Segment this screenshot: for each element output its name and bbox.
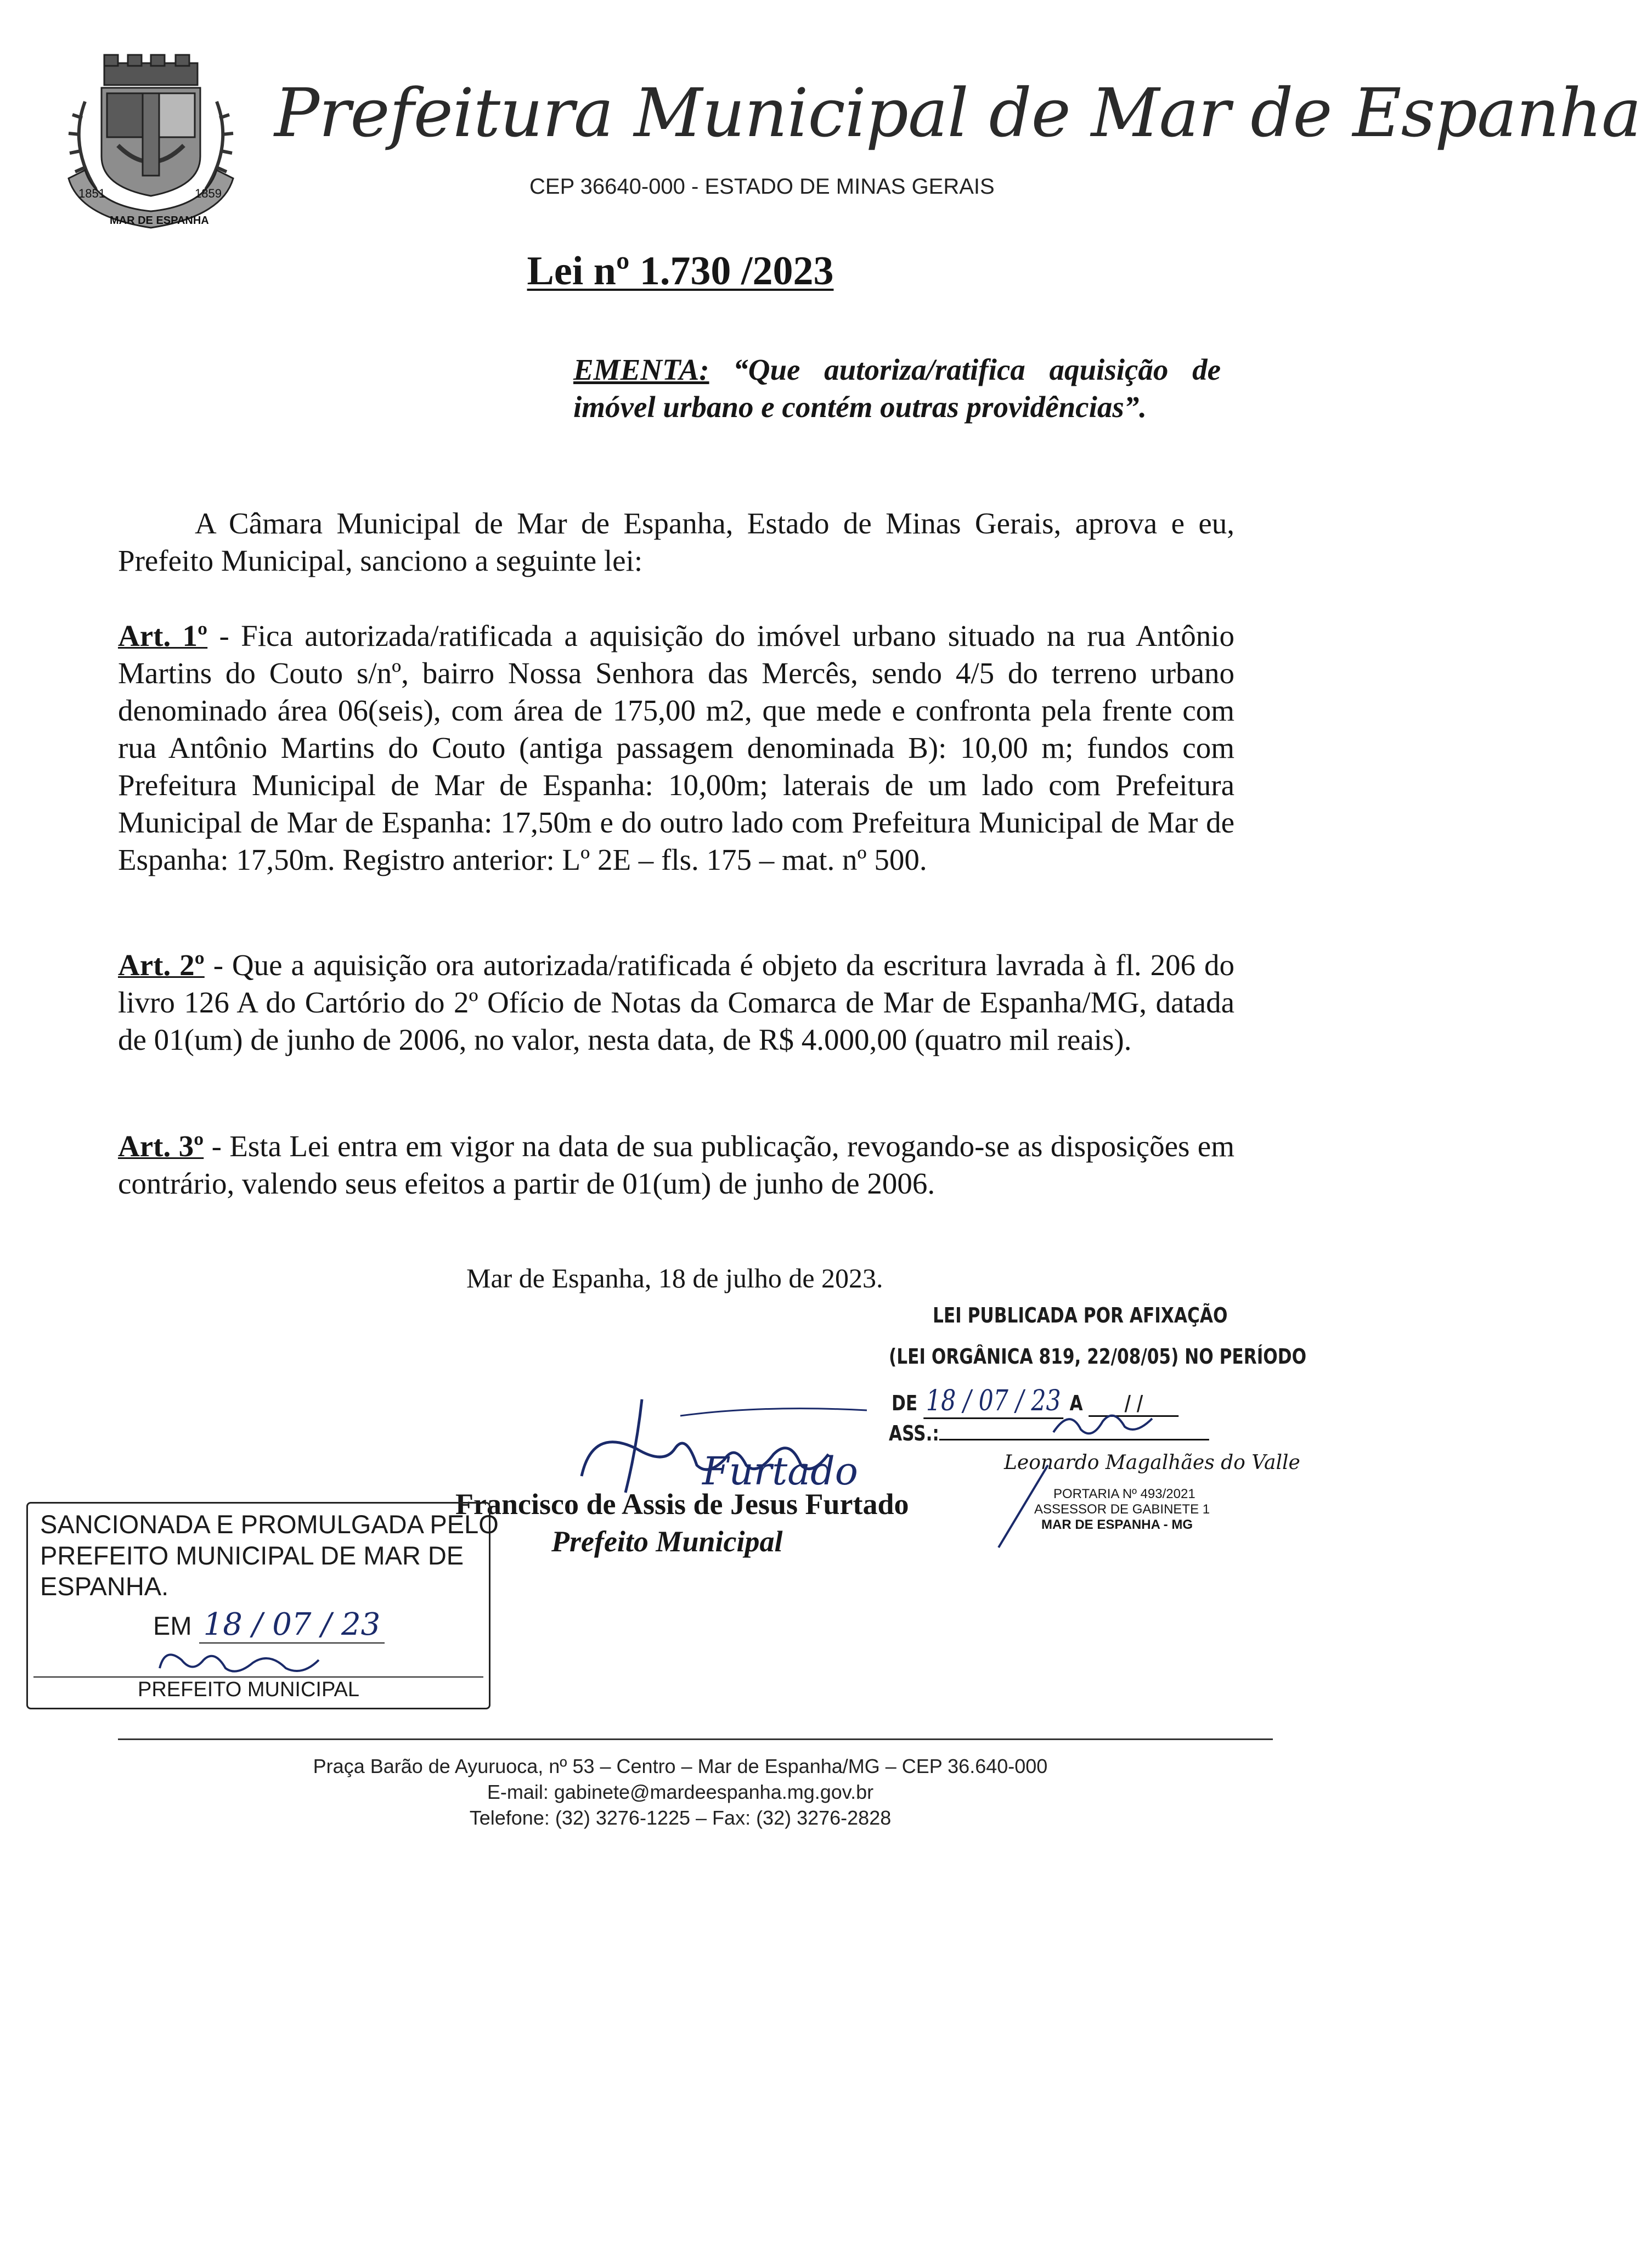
svg-text:1851: 1851 [78,187,105,200]
mayor-signature [571,1383,878,1504]
publication-stamp-portaria: PORTARIA Nº 493/2021 [1053,1487,1195,1501]
publication-stamp-line2: (LEI ORGÂNICA 819, 22/08/05) NO PERÍODO [889,1344,1307,1369]
svg-text:1859: 1859 [195,187,222,200]
period-prefix: DE [892,1391,918,1415]
article-3-text: - Esta Lei entra em vigor na data de sua publicação, revogando-se as disposições em contrário, valendo seus efeitos a partir de 01(um) de junho de 2006. [118,1129,1234,1200]
period-mid: A [1069,1391,1083,1415]
article-1-label: Art. 1º [118,619,208,652]
crest-crown [104,55,198,85]
footer-divider [118,1738,1273,1740]
header-subtitle: CEP 36640-000 - ESTADO DE MINAS GERAIS [529,175,995,199]
article-3 [118,1128,1234,1202]
sanction-stamp-line3: ESPANHA. [40,1572,169,1601]
crest-shield [101,88,200,196]
sanction-em-label: EM [153,1611,192,1640]
mayor-role: Prefeito Municipal [551,1525,783,1558]
footer-email: E-mail: gabinete@mardeespanha.mg.gov.br [487,1781,874,1803]
law-title-text: Lei nº 1.730 /2023 [527,249,834,294]
period-start-date: 18 / 07 / 23 [923,1385,1064,1419]
sanction-stamp-line1: SANCIONADA E PROMULGADA PELO [40,1510,499,1539]
sanction-stamp-line2: PREFEITO MUNICIPAL DE MAR DE [40,1541,464,1570]
sanction-stamp-date-row [153,1607,385,1642]
sanction-stamp-role: PREFEITO MUNICIPAL [138,1678,359,1701]
publication-stamp-signature-scribble [1048,1402,1158,1446]
publication-stamp-line1: LEI PUBLICADA POR AFIXAÇÃO [933,1303,1228,1327]
mayor-name: Francisco de Assis de Jesus Furtado [455,1488,909,1521]
article-3-label: Art. 3º [118,1129,204,1163]
publication-stamp-place: MAR DE ESPANHA - MG [1041,1517,1193,1532]
ementa-label: EMENTA: [573,353,709,386]
svg-text:MAR DE ESPANHA: MAR DE ESPANHA [110,215,209,227]
sanction-stamp-rule [33,1676,483,1678]
sanction-em-date: 18 / 07 / 23 [199,1607,385,1644]
ass-label: ASS.: [889,1421,939,1445]
intro-paragraph: A Câmara Municipal de Mar de Espanha, Estado de Minas Gerais, aprova e eu, Prefeito Municipal, sanciono a seguinte lei: [118,506,1234,577]
svg-text:Furtado: Furtado [702,1449,858,1494]
ementa [573,351,1221,426]
signing-date: Mar de Espanha, 18 de julho de 2023. [466,1263,883,1293]
article-2-label: Art. 2º [118,948,205,982]
municipality-title: Prefeitura Municipal de Mar de Espanha [274,74,1641,152]
ementa-text: “Que autoriza/ratifica aquisição de imóvel urbano e contém outras providências”. [573,353,1221,424]
footer-address: Praça Barão de Ayuruoca, nº 53 – Centro – Mar de Espanha/MG – CEP 36.640-000 [313,1755,1048,1777]
article-1 [118,617,1234,879]
article-2-text: - Que a aquisição ora autorizada/ratificada é objeto da escritura lavrada à fl. 206 do livro 126 A do Cartório do 2º Ofício de Notas da Comarca de Mar de Espanha/MG, datada de 01(um) de junho de 2006, no valor, nesta data, de R$ 4.000,00 (quatro mil reais). [118,948,1234,1056]
article-2 [118,947,1234,1059]
publication-stamp [889,1303,1307,1550]
publication-stamp-slash [993,1462,1053,1550]
article-1-text: - Fica autorizada/ratificada a aquisição do imóvel urbano situado na rua Antônio Martins do Couto s/nº, bairro Nossa Senhora das Mercês, sendo 4/5 do terreno urbano denominado área 06(seis), com área de 175,00 m2, que mede e confronta pela frente com rua Antônio Martins do Couto (antiga passagem denominada B): 10,00 m; fundos com Prefeitura Municipal de Mar de Espanha: 10,00m; laterais de um lado com Prefeitura Municipal de Mar de Espanha: 17,50m e do outro lado com Prefeitura Municipal de Mar de Espanha: 17,50m. Registro anterior: Lº 2E – fls. 175 – mat. nº 500. [118,619,1234,876]
publication-stamp-signer: Leonardo Magalhães do Valle [1004,1451,1300,1474]
footer-phone: Telefone: (32) 3276-1225 – Fax: (32) 3276-2828 [469,1806,892,1829]
law-title [0,248,1361,295]
period-end-date: / / [1089,1391,1178,1417]
municipal-crest-logo [63,52,239,239]
publication-stamp-role: ASSESSOR DE GABINETE 1 [1034,1502,1210,1517]
sanction-stamp [26,1502,499,1709]
